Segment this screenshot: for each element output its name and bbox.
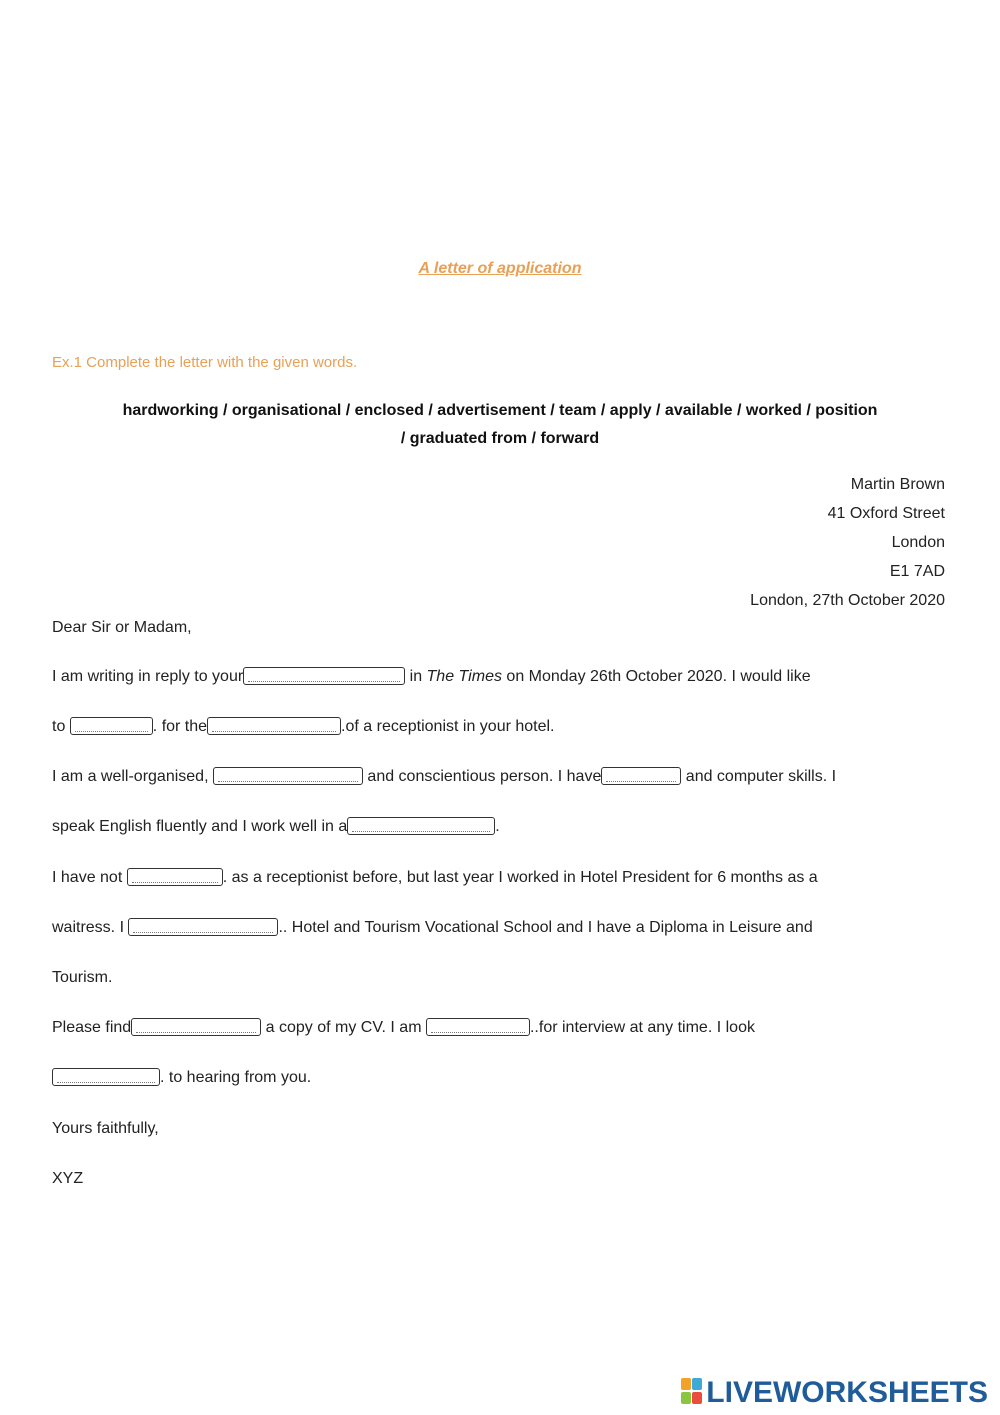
answer-box-4[interactable]: [213, 767, 363, 785]
answer-box-1[interactable]: [243, 667, 405, 685]
letter-line-9: [52, 1066, 311, 1090]
worksheet-title: A letter of application: [418, 260, 582, 277]
answer-box-9[interactable]: [131, 1018, 261, 1036]
text: . for the: [152, 718, 208, 735]
sender-postcode: E1 7AD: [889, 563, 945, 580]
text: .of a receptionist in your hotel.: [341, 718, 555, 735]
salutation: Dear Sir or Madam,: [52, 619, 192, 636]
answer-box-11[interactable]: [52, 1068, 160, 1086]
text: ..for interview at any time. I look: [529, 1019, 755, 1036]
text: Please find: [52, 1019, 132, 1036]
text: I have not: [52, 869, 127, 886]
text: a copy of my CV. I am: [261, 1019, 426, 1036]
text: .: [495, 818, 500, 835]
text: speak English fluently and I work well in a: [52, 818, 348, 835]
sender-street: 41 Oxford Street: [827, 505, 945, 522]
liveworksheets-logo-icon: [681, 1378, 703, 1406]
answer-box-5[interactable]: [601, 767, 681, 785]
answer-box-10[interactable]: [426, 1018, 530, 1036]
newspaper-name: The Times: [426, 668, 502, 685]
word-bank-line-1: hardworking / organisational / enclosed / advertisement / team / apply / available / worked / position: [122, 402, 878, 419]
answer-box-2[interactable]: [70, 717, 153, 735]
letter-line-3: [52, 765, 836, 789]
liveworksheets-logo: [681, 1375, 988, 1411]
signature: XYZ: [52, 1170, 84, 1187]
answer-box-3[interactable]: [207, 717, 341, 735]
letter-line-4: [52, 815, 500, 839]
sender-name: Martin Brown: [850, 476, 945, 493]
text: and conscientious person. I have: [362, 768, 602, 785]
exercise-instruction: Ex.1 Complete the letter with the given words.: [52, 354, 358, 371]
text: in: [405, 668, 427, 685]
text: . as a receptionist before, but last year I worked in Hotel President for 6 months as a: [222, 869, 818, 886]
liveworksheets-logo-text: LIVEWORKSHEETS: [706, 1376, 988, 1409]
letter-line-6: [52, 916, 813, 940]
letter-line-1: [52, 665, 811, 689]
answer-box-6[interactable]: [347, 817, 495, 835]
text: to: [52, 718, 70, 735]
text: on Monday 26th October 2020. I would like: [501, 668, 811, 685]
text: waitress. I: [52, 919, 129, 936]
text: I am writing in reply to your: [52, 668, 244, 685]
answer-box-7[interactable]: [127, 868, 223, 886]
closing: Yours faithfully,: [52, 1120, 159, 1137]
text: I am a well-organised,: [52, 768, 213, 785]
letter-line-8: [52, 1016, 755, 1040]
text: and computer skills. I: [681, 768, 837, 785]
sender-city: London: [891, 534, 945, 551]
word-bank: [52, 397, 948, 453]
letter-line-7: Tourism.: [52, 969, 113, 986]
letter-date: London, 27th October 2020: [750, 592, 945, 609]
letter-line-2: [52, 715, 555, 739]
answer-box-8[interactable]: [128, 918, 278, 936]
word-bank-line-2: / graduated from / forward: [400, 430, 600, 447]
text: .. Hotel and Tourism Vocational School and I have a Diploma in Leisure and: [278, 919, 813, 936]
sender-address: [750, 470, 945, 615]
text: . to hearing from you.: [160, 1069, 312, 1086]
letter-line-5: [52, 866, 818, 890]
